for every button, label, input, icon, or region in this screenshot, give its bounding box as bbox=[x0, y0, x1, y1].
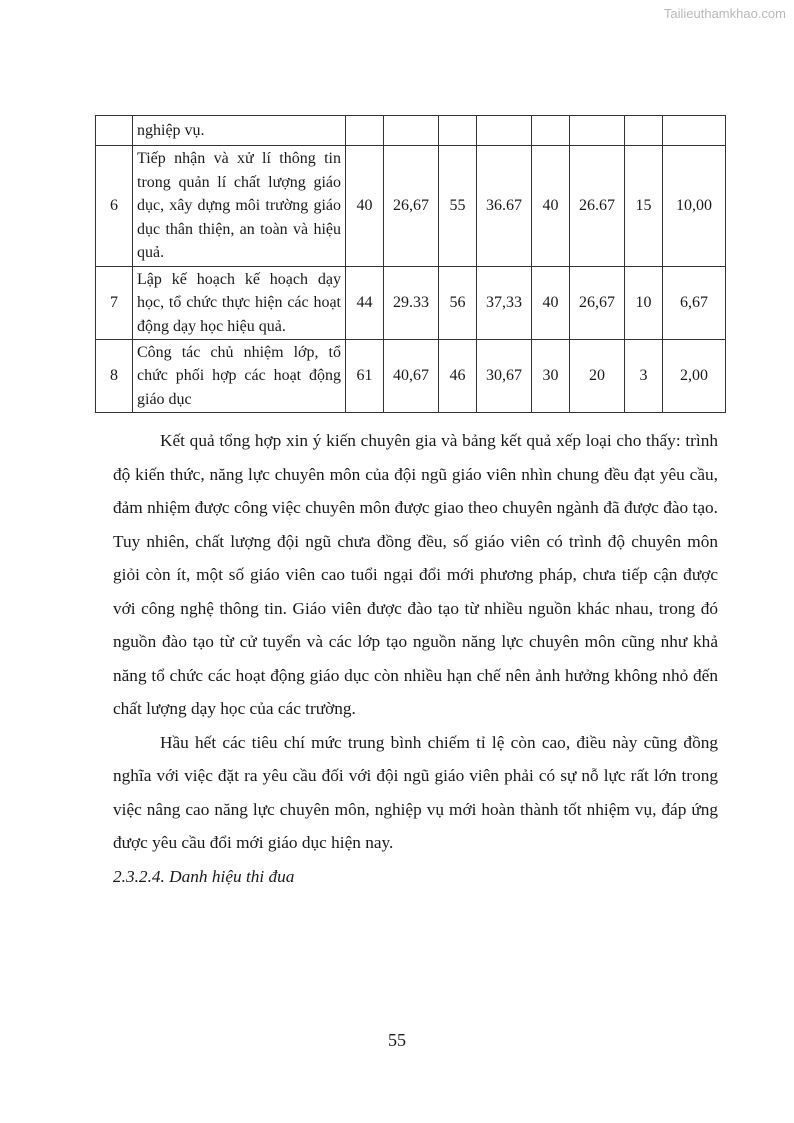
cell-value: 44 bbox=[346, 267, 384, 340]
cell-value: 40 bbox=[532, 267, 570, 340]
cell-value bbox=[532, 116, 570, 146]
cell-value: 2,00 bbox=[663, 340, 726, 413]
cell-value: 29.33 bbox=[384, 267, 439, 340]
table-row bbox=[96, 267, 726, 340]
table-row bbox=[96, 116, 726, 146]
cell-value: 10 bbox=[625, 267, 663, 340]
criterion-text: Tiếp nhận và xử lí thông tin trong quản lí chất lượng giáo dục, xây dựng môi trường giáo dục thân thiện, an toàn và hiệu quả. bbox=[133, 146, 346, 267]
paragraph: Kết quả tổng hợp xin ý kiến chuyên gia và bảng kết quả xếp loại cho thấy: trình độ kiến thức, năng lực chuyên môn của đội ngũ giáo viên nhìn chung đều đạt yêu cầu, đảm nhiệm được công việc chuyên môn được giao theo chuyên ngành đã được đào tạo. Tuy nhiên, chất lượng đội ngũ chưa đồng đều, số giáo viên có trình độ chuyên môn giỏi còn ít, một số giáo viên cao tuổi ngại đổi mới phương pháp, chưa tiếp cận được với công nghệ thông tin. Giáo viên được đào tạo từ nhiều nguồn khác nhau, trong đó nguồn đào tạo từ cử tuyển và các lớp tạo nguồn năng lực chuyên môn cũng như khả năng tổ chức các hoạt động giáo dục còn nhiều hạn chế nên ảnh hưởng không nhỏ đến chất lượng dạy học của các trường. bbox=[113, 431, 718, 718]
cell-value: 26,67 bbox=[570, 267, 625, 340]
section-heading: 2.3.2.4. Danh hiệu thi đua bbox=[113, 866, 295, 886]
cell-value: 26,67 bbox=[384, 146, 439, 267]
cell-value bbox=[570, 116, 625, 146]
table-row bbox=[96, 340, 726, 413]
cell-value: 40 bbox=[346, 146, 384, 267]
row-number: 8 bbox=[96, 340, 133, 413]
cell-value: 55 bbox=[439, 146, 477, 267]
criterion-text: Công tác chủ nhiệm lớp, tổ chức phối hợp các hoạt động giáo dục bbox=[133, 340, 346, 413]
cell-value bbox=[439, 116, 477, 146]
criterion-text: Lập kế hoạch kế hoạch dạy học, tổ chức thực hiện các hoạt động dạy học hiệu quả. bbox=[133, 267, 346, 340]
cell-value: 30,67 bbox=[477, 340, 532, 413]
cell-value bbox=[384, 116, 439, 146]
cell-value: 3 bbox=[625, 340, 663, 413]
row-number bbox=[96, 116, 133, 146]
cell-value bbox=[663, 116, 726, 146]
cell-value: 20 bbox=[570, 340, 625, 413]
criterion-text: nghiệp vụ. bbox=[133, 116, 346, 146]
cell-value: 6,67 bbox=[663, 267, 726, 340]
row-number: 7 bbox=[96, 267, 133, 340]
cell-value: 10,00 bbox=[663, 146, 726, 267]
cell-value: 37,33 bbox=[477, 267, 532, 340]
cell-value: 56 bbox=[439, 267, 477, 340]
watermark: Tailieuthamkhao.com bbox=[663, 6, 786, 21]
cell-value bbox=[477, 116, 532, 146]
evaluation-table bbox=[95, 115, 726, 413]
cell-value bbox=[346, 116, 384, 146]
cell-value: 40 bbox=[532, 146, 570, 267]
page-number: 55 bbox=[388, 1030, 406, 1050]
cell-value bbox=[625, 116, 663, 146]
paragraph: Hầu hết các tiêu chí mức trung bình chiếm tỉ lệ còn cao, điều này cũng đồng nghĩa với việc đặt ra yêu cầu đối với đội ngũ giáo viên phải có sự nỗ lực rất lớn trong việc nâng cao năng lực chuyên môn, nghiệp vụ mới hoàn thành tốt nhiệm vụ, đáp ứng được yêu cầu đổi mới giáo dục hiện nay. bbox=[113, 732, 718, 852]
cell-value: 30 bbox=[532, 340, 570, 413]
cell-value: 26.67 bbox=[570, 146, 625, 267]
cell-value: 15 bbox=[625, 146, 663, 267]
table-row bbox=[96, 146, 726, 267]
row-number: 6 bbox=[96, 146, 133, 267]
cell-value: 36.67 bbox=[477, 146, 532, 267]
body-text bbox=[113, 424, 718, 893]
cell-value: 40,67 bbox=[384, 340, 439, 413]
cell-value: 61 bbox=[346, 340, 384, 413]
cell-value: 46 bbox=[439, 340, 477, 413]
